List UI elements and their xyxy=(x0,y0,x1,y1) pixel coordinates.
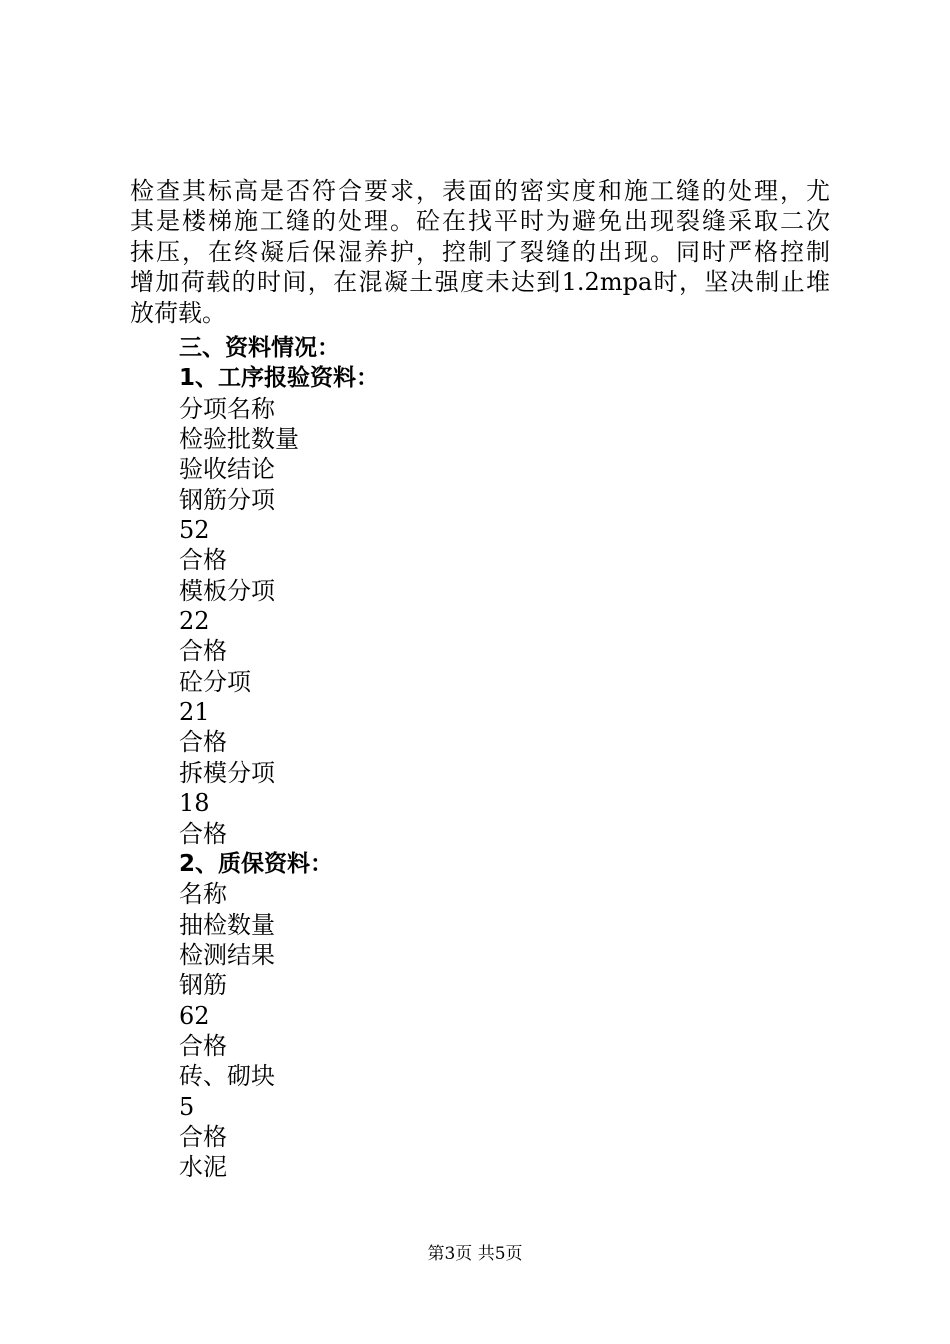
list-item: 检验批数量 xyxy=(179,425,299,454)
list-item: 抽检数量 xyxy=(179,910,275,939)
list-item: 合格 xyxy=(179,546,227,575)
list-item: 钢筋分项 xyxy=(179,485,275,514)
paragraph-line: 抹压，在终凝后保湿养护，控制了裂缝的出现。同时严格控制 xyxy=(130,237,830,266)
list-item: 62 xyxy=(179,1001,210,1030)
list-item: 砖、砌块 xyxy=(179,1062,275,1091)
paragraph-line: 其是楼梯施工缝的处理。砼在找平时为避免出现裂缝采取二次 xyxy=(130,207,830,236)
list-item: 分项名称 xyxy=(179,394,275,423)
list-item: 22 xyxy=(179,607,210,636)
section-heading: 三、资料情况： xyxy=(179,335,340,361)
list-item: 合格 xyxy=(179,819,227,848)
list-item: 5 xyxy=(179,1092,195,1121)
list-item: 合格 xyxy=(179,728,227,757)
list-item: 合格 xyxy=(179,1122,227,1151)
paragraph-line: 放荷载。 xyxy=(130,298,226,327)
list-item: 合格 xyxy=(179,637,227,666)
page-footer: 第3页 共5页 xyxy=(427,1244,523,1264)
list-item: 水泥 xyxy=(179,1153,227,1182)
list-item: 钢筋 xyxy=(179,971,227,1000)
paragraph-line: 检查其标高是否符合要求，表面的密实度和施工缝的处理，尤 xyxy=(130,177,830,205)
list-item: 拆模分项 xyxy=(179,758,275,787)
body-paragraph xyxy=(130,176,830,328)
list-item: 砼分项 xyxy=(179,667,251,696)
list-item: 合格 xyxy=(179,1031,227,1060)
list-item: 52 xyxy=(179,516,210,545)
list-item: 检测结果 xyxy=(179,940,275,969)
subsection-heading: 1、工序报验资料： xyxy=(179,365,380,392)
list-item: 验收结论 xyxy=(179,455,275,484)
list-item: 名称 xyxy=(179,880,227,909)
list-item: 模板分项 xyxy=(179,576,275,605)
list-item: 18 xyxy=(179,789,210,818)
subsection-heading: 2、质保资料： xyxy=(179,850,334,877)
paragraph-line: 增加荷载的时间，在混凝土强度未达到1.2mpa时，坚决制止堆 xyxy=(130,268,830,297)
list-item: 21 xyxy=(179,698,210,727)
materials-list xyxy=(179,333,829,1183)
